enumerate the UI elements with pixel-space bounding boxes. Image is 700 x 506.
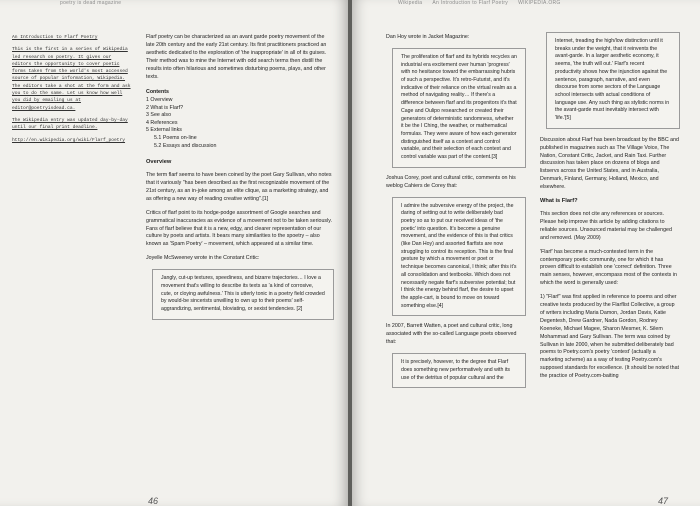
toc-title: Contents	[146, 89, 169, 96]
right-column-2	[540, 34, 680, 387]
left-main-column	[146, 34, 334, 327]
table-of-contents	[146, 89, 334, 150]
toc-item[interactable]: 4 References	[146, 119, 178, 126]
page-number-left: 46	[148, 496, 159, 506]
watten-intro: In 2007, Barrett Watten, a poet and cultural critic, long associated with the so-called Language poets observed that:	[386, 323, 517, 346]
toc-item[interactable]: 5 External links	[146, 127, 182, 134]
watten-quote-continued: Internet, treading the high/low distinction until it breaks under the weight, that it reinvents the avant-garde. In a larger aesthetic economy, it seems, 'the truth will out.' Flarf's recent productivity shows how the injunction against the sentence, paragraph, narrative, and even discourse from some sectors of the Language school intersects with actual conditions of language use. Any such thing as stylistic norms in the avant-garde must inevitably intersect with 'life.'[5]	[546, 32, 680, 129]
citation-notice: This section does not cite any references or sources. Please help improve this article by adding citations to reliable sources. Unsourced material may be challenged and removed. (May 2009)	[540, 210, 672, 241]
toc-item[interactable]: 1 Overview	[146, 97, 173, 104]
sidebar-url[interactable]: http://en.wikipedia.org/wiki/Flarf_poetry	[12, 137, 126, 143]
sense-one-paragraph: 1) "Flarf" was first applied in reference to poems and other creative texts produced by the Flarflist Collective, a group of writers including Maria Damon, Jordan Davis, Katie Degentesh, Drew Gardner, Nada Gordon, Rodney Koeneke, Michael Magee, Sharon Mesmer, K. Silem Mohammad and Gary Sullivan. The term was coined by Sullivan in late 2000, when he submitted deliberately bad poems to Poetry.com's poetry 'contest' (actually a marketing scheme) as a way of testing Poetry.com's supposed standards for excellence. (It should be noted that the practice of Poetry.com-baiting	[540, 294, 679, 380]
toc-subitem[interactable]: 5.1 Poems on-line	[154, 135, 197, 141]
corey-quote: I admire the subversive energy of the project, the daring of setting out to write deliberately bad poetry so as to put our received ideas of 'the poetic' into question. It's become a genuine movement, and the evidence of this is that critics (like Dan Hoy) and assorted flarfists are now struggling to control its reception. This is the final gesture by which a movement or poet or technique becomes canonical, I think; after this it's all consolidation and textbooks. Which does not necessarily negate flarf's subversive potential; but I think the energy behind flarf, the desire to upset the apple-cart, is bound to move on toward something else.[4]	[392, 197, 526, 317]
toc-item[interactable]: 2 What is Flarf?	[146, 104, 184, 111]
running-head-right	[398, 0, 561, 8]
mcsweeney-quote: Jangly, cut-up textures, speediness, and bizarre trajectories… I love a movement that's willing to describe its texts as 'a kind of corrosive, cute, or cloying awfulness.' This is utterly tonic in a poetry field crowded by would-be sincerists unwilling to own up to their poems' self-aggrandizing, sentimental, bloviating, or sexist tendencies. [2]	[152, 269, 334, 320]
toc-subitem[interactable]: 5.2 Essays and discussion	[154, 142, 217, 149]
lead-paragraph: Flarf poetry can be characterized as an avant garde poetry movement of the late 20th century and the early 21st century. Its first practitioners practiced an aesthetic dedicated to the exploration of 'the inappropriate' in all of its guises. Their method was to mine the Internet with odd search terms then distill the results into often hilarious and sometimes disturbing poems, plays, and other texts.	[146, 34, 327, 80]
watten-quote: It is precisely, however, to the degree that Flarf does something new performatively and with its use of the detritus of popular cultural and the	[392, 353, 526, 388]
editor-sidebar	[12, 34, 132, 149]
overview-paragraph-1: The term flarf seems to have been coined by the poet Gary Sullivan, who notes that it variously "has been described as the first recognizable movement of the 21st century, as an in-joke among an elite clique, as a marketing strategy, and as offering a new way of reading creative writing".[1]	[146, 172, 332, 202]
hoy-quote: The proliferation of flarf and its hybrids recycles an industrial era excitement over human 'progress' with no hesitance toward the embarrassing hubris of such a perspective. It's retro-Futurist, and it's indicative of their reliance on the virtual realm as a method of navigating reality… If there's a difference between flarf and its progenitors it's that Cage and Oulipo researched or created their generators of deterministic randomness, whether it be the I Ching, the weather, or mathematical formulas. They were aware of how each generator distinguished itself as a context and control variable, and their selection of each context and control variable was part of the content.[3]	[392, 48, 526, 168]
sidebar-title: An Introduction to Flarf Poetry	[12, 35, 98, 40]
running-head-left: poetry is dead magazine	[60, 0, 122, 6]
sidebar-intro: This is the first in a series of Wikipedia led research on poetry. It gives our editors the opportunity to cover poetic forms taken from the world's most accessed source of popular information, Wikipedia. The editors take a shot at the form and ask you to do the same. Let us know how well you did by emailing us at editor@poetryisdead.ca.	[12, 47, 131, 111]
hoy-intro: Dan Hoy wrote in Jacket Magazine:	[386, 34, 470, 40]
sidebar-updated: The Wikipedia entry was updated day-by-day until our final print deadline.	[12, 117, 128, 131]
overview-paragraph-2: Critics of flarf point to its hodge-podge assortment of Google searches and grammatical inaccuracies as evidence of a movement not to be taken seriously. Fans of flarf believe that it is a new, edgy, and clearer representation of our culture by poets and artists. It bears many similarities to the spoetry – also known as 'Spam Poetry' – movement, which appeared at a similar time.	[146, 209, 332, 248]
left-page	[0, 0, 348, 506]
overview-paragraph-3: Joyelle McSweeney wrote in the Constant Critic:	[146, 255, 260, 262]
toc-item[interactable]: 3 See also	[146, 112, 172, 119]
running-head-site: Wikipedia	[398, 0, 423, 6]
right-page	[352, 0, 700, 506]
overview-heading: Overview	[146, 159, 172, 166]
corey-intro: Joshua Corey, poet and cultural critic, comments on his weblog Cahiers de Corey that:	[386, 174, 516, 189]
page-number-right: 47	[658, 496, 669, 506]
discussion-paragraph: Discussion about Flarf has been broadcast by the BBC and published in magazines such as The Village Voice, The Nation, Constant Critic, Jacket, and Rain Taxi. Further discussion has taken place on dozens of blogs and listservs across the United States, and in Australia, Denmark, Finland, Germany, Holland, Mexico, and elsewhere.	[540, 136, 679, 191]
what-is-flarf-heading: What is Flarf?	[540, 198, 578, 205]
definition-paragraph: 'Flarf' has become a much-contested term in the contemporary poetic community, one for which it has proven difficult to establish one 'correct' definition. Three main senses, however, encompass most of the contexts in which the word is generally used:	[540, 248, 677, 287]
running-head-domain: WIKIPEDIA.ORG	[518, 0, 561, 6]
running-head-article: An Introduction to Flarf Poetry	[432, 0, 509, 6]
right-column-1	[386, 34, 526, 395]
